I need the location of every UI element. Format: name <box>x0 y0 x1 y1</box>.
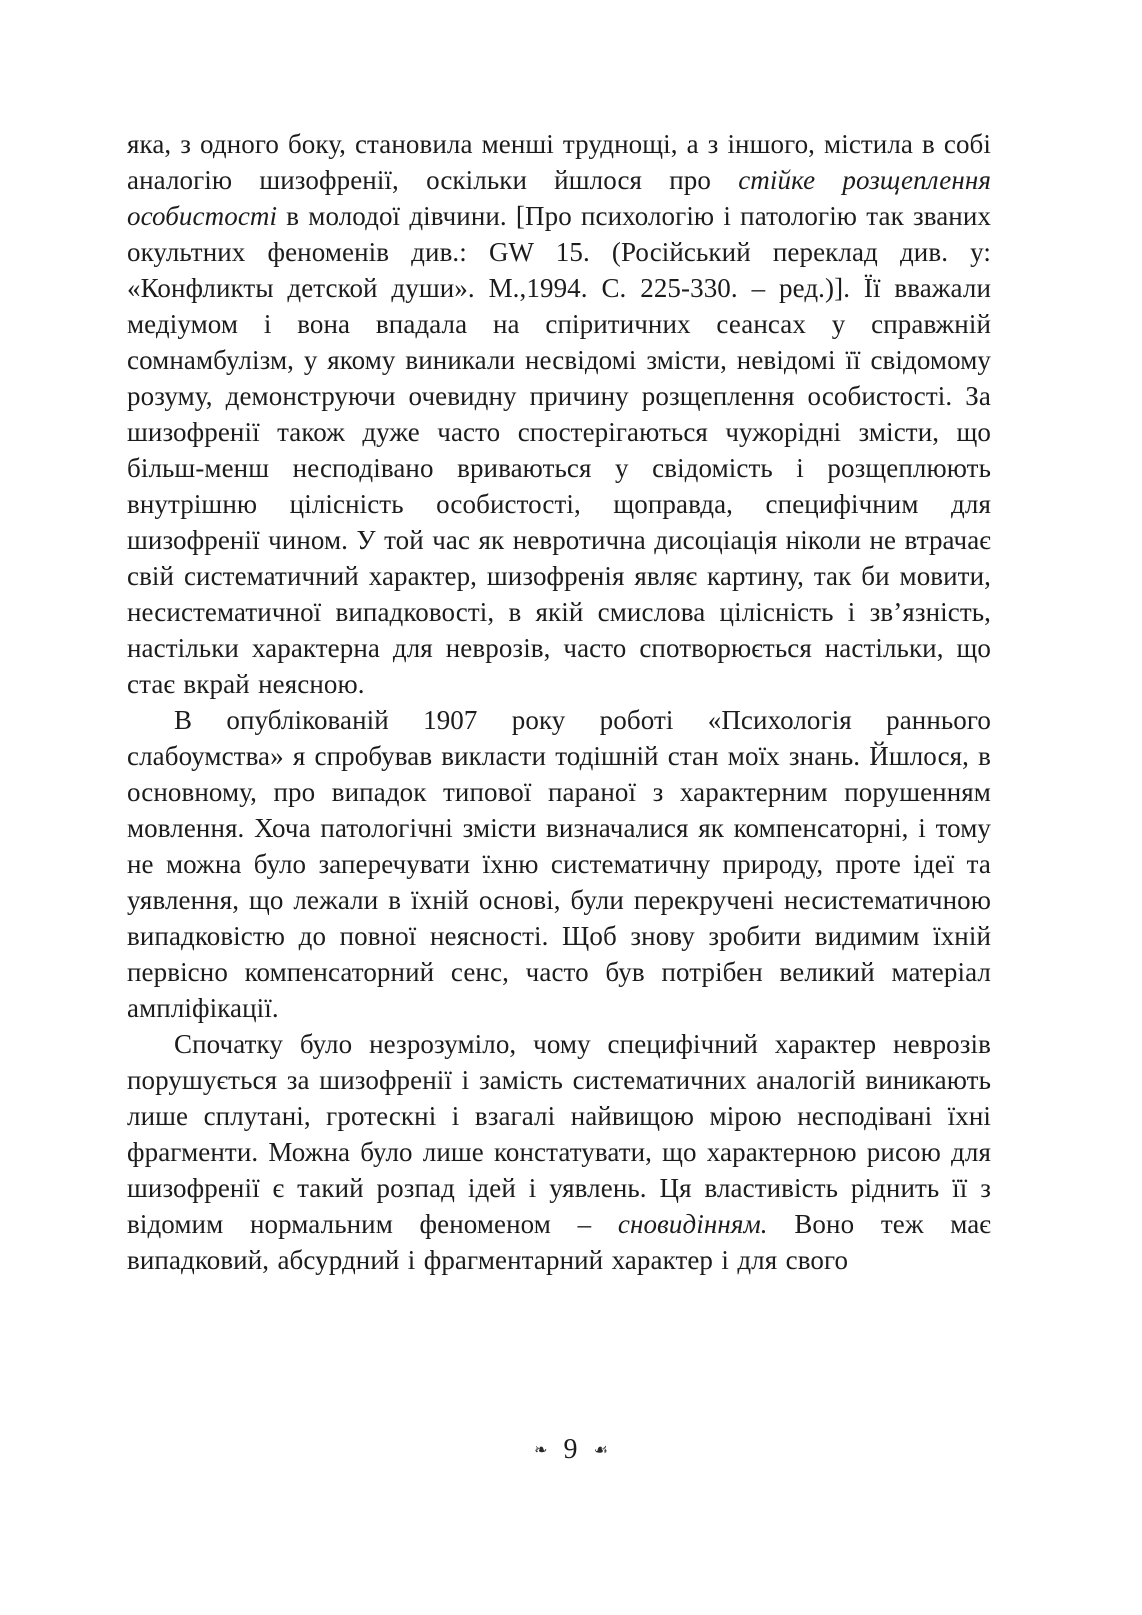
italic-text-run: сновидінням. <box>617 1209 768 1239</box>
page-body-text <box>127 126 991 1278</box>
paragraph <box>127 1026 991 1278</box>
page-footer <box>0 1434 1142 1466</box>
paragraph <box>127 702 991 1026</box>
paragraph <box>127 126 991 702</box>
page-number: 9 <box>563 1434 578 1465</box>
text-run: Спочатку було незрозуміло, чому специфічний характер неврозів порушується за шизофренії і замість систематичних аналогій виникають лише сплутані, гротескні і взагалі найвищою мірою несподівані їхні фрагменти. Можна було лише констатувати, що характерною рисою для шизофренії є такий розпад ідей і уявлень. Ця властивість ріднить її з відомим нормальним феноменом – <box>127 1029 991 1239</box>
italic-text-run: стійке розщеплення особистості <box>127 165 991 231</box>
fleuron-left-icon: ❧ <box>534 1440 548 1459</box>
text-run: В опублікованій 1907 року роботі «Психологія раннього слабоумства» я спробував викласти тодішній стан моїх знань. Йшлося, в основному, про випадок типової параної з характерним порушенням мовлення. Хоча патологічні змісти визначалися як компенсаторні, і тому не можна було заперечувати їхню систематичну природу, проте ідеї та уявлення, що лежали в їхній основі, були перекручені несистематичною випадковістю до повної неясності. Щоб знову зробити видимим їхній первісно компенсаторний сенс, часто був потрібен великий матеріал ампліфікації. <box>127 705 991 1023</box>
fleuron-right-icon: ☙ <box>593 1440 608 1459</box>
text-run: в молодої дівчини. [Про психологію і патологію так званих окультних феноменів див.: GW 15. (Російський переклад див. у: «Конфликты детской души». М.,1994. С. 225-330. – ред.)]. Її вважали медіумом і вона впадала на спіритичних сеансах у справжній сомнамбулізм, у якому виникали несвідомі змісти, невідомі її свідомому розуму, демонструючи очевидну причину розщеплення особистості. За шизофренії також дуже часто спостерігаються чужорідні змісти, що більш-менш несподівано вриваються у свідомість і розщеплюють внутрішню цілісність особистості, щоправда, специфічним для шизофренії чином. У той час як невротична дисоціація ніколи не втрачає свій систематичний характер, шизофренія являє картину, так би мовити, несистематичної випадковості, в якій смислова цілісність і зв’язність, настільки характерна для неврозів, часто спотворюється настільки, що стає вкрай неясною. <box>127 201 991 699</box>
text-run: яка, з одного боку, становила менші труднощі, а з іншого, містила в собі аналогію шизофренії, оскільки йшлося про <box>127 129 991 195</box>
text-run: Воно теж має випадковий, абсурдний і фрагментарний характер і для свого <box>127 1209 991 1275</box>
